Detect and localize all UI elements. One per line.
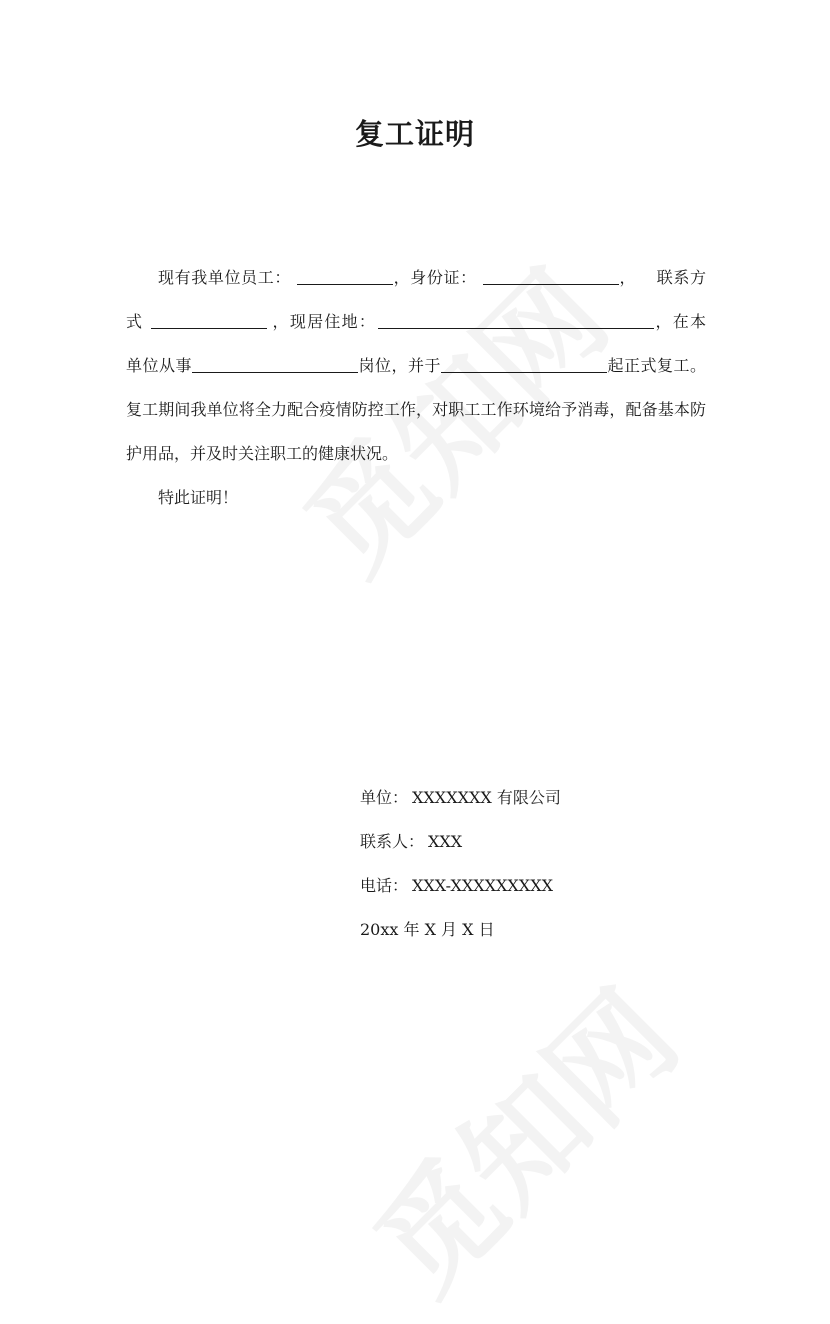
signature-block bbox=[360, 776, 561, 952]
certificate-statement: 起正式复工。复工期间我单位将全力配合疫情防控工作，对职工工作环境给予消毒，配备基本防护用品，并及时关注职工的健康状况。 bbox=[126, 356, 706, 463]
employee-name-blank[interactable] bbox=[297, 266, 393, 285]
closing-statement: 特此证明！ bbox=[158, 488, 239, 507]
contact-person-label: 联系人： bbox=[360, 832, 425, 851]
company-line bbox=[360, 776, 561, 820]
document-body bbox=[126, 256, 706, 520]
contact-person-line bbox=[360, 820, 561, 864]
employee-label: 现有我单位员工： bbox=[158, 268, 292, 287]
address-blank[interactable] bbox=[378, 310, 654, 329]
position-blank[interactable] bbox=[192, 354, 358, 373]
company-value: XXXXXXX 有限公司 bbox=[412, 788, 561, 807]
position-label: ，在本单位从事 bbox=[126, 312, 706, 375]
address-label: ，现居住地： bbox=[271, 312, 377, 331]
start-date-blank[interactable] bbox=[441, 354, 607, 373]
comma-separator: ， bbox=[618, 268, 637, 287]
contact-person-value: XXX bbox=[428, 832, 463, 851]
start-date-label: 岗位，并于 bbox=[358, 356, 441, 375]
watermark-text-lower bbox=[332, 948, 708, 1324]
contact-label: 联系方式 bbox=[126, 268, 706, 331]
id-card-label: ，身份证： bbox=[393, 268, 477, 287]
certificate-paragraph bbox=[126, 256, 706, 476]
document-title: 复工证明 bbox=[354, 117, 475, 151]
date-line: 20xx 年 X 月 X 日 bbox=[360, 920, 495, 939]
phone-line bbox=[360, 864, 561, 908]
contact-blank[interactable] bbox=[151, 310, 267, 329]
phone-label: 电话： bbox=[360, 876, 409, 895]
id-card-blank[interactable] bbox=[483, 266, 619, 285]
phone-value: XXX-XXXXXXXXX bbox=[412, 876, 553, 895]
company-label: 单位： bbox=[360, 788, 409, 807]
